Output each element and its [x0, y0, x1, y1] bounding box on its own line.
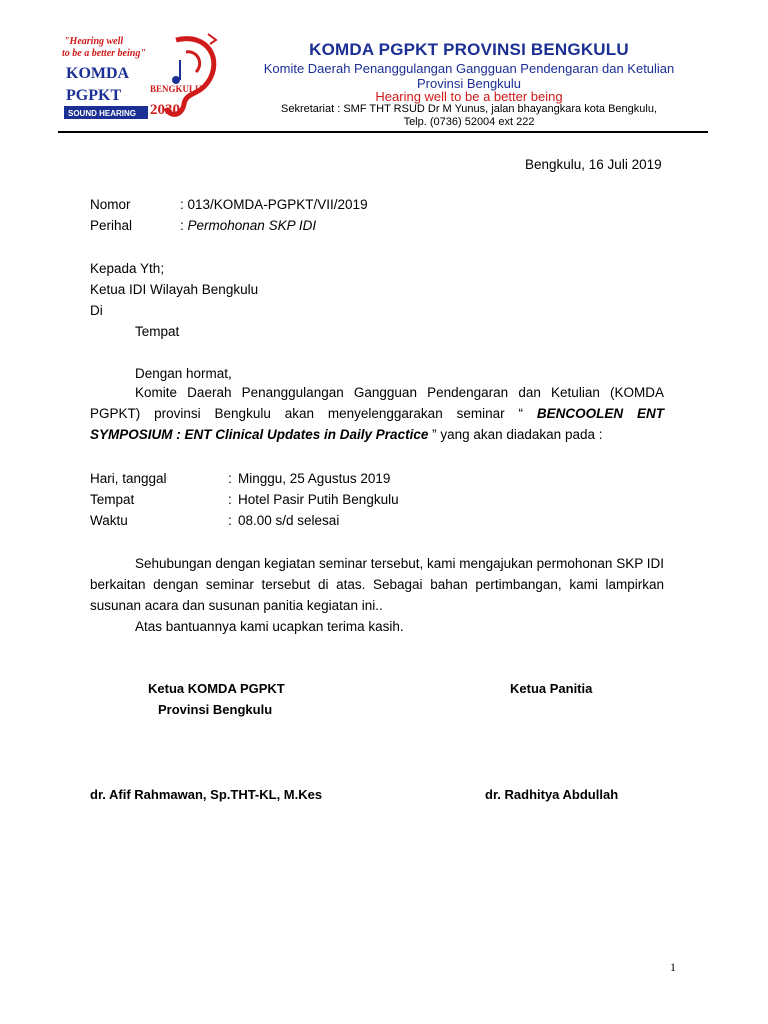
detail-place-label: Tempat: [90, 492, 135, 507]
org-address: [232, 103, 706, 129]
sign-right-title: Ketua Panitia: [510, 681, 593, 696]
event-name: BENCOOLEN ENT SYMPOSIUM : ENT Clinical Updates in Daily Practice: [90, 406, 664, 442]
nomor-label: Nomor: [90, 197, 131, 212]
greeting: Dengan hormat,: [135, 366, 232, 381]
para1-text-b: ” yang akan diadakan pada :: [428, 427, 603, 442]
org-full-name: [232, 61, 706, 91]
body-paragraph-2: Sehubungan dengan kegiatan seminar tersebut, kami mengajukan permohonan SKP IDI berkaitan dengan seminar tersebut di atas. Sebagai bahan pertimbangan, kami lampirkan susunan acara dan susunan panitia kegiatan ini..: [90, 556, 664, 613]
music-note-icon: [172, 76, 180, 84]
org-address-line2: Telp. (0736) 52004 ext 222: [403, 116, 535, 128]
page-number: 1: [670, 960, 676, 974]
body-paragraph-1: [90, 382, 664, 445]
logo-city: BENGKULU: [150, 84, 202, 94]
detail-date-value: Minggu, 25 Agustus 2019: [238, 471, 391, 486]
detail-place-value: Hotel Pasir Putih Bengkulu: [238, 492, 399, 507]
perihal-value: Permohonan SKP IDI: [187, 218, 317, 233]
perihal-row: [180, 218, 316, 233]
letterhead-divider: [58, 131, 708, 133]
detail-time-value: 08.00 s/d selesai: [238, 513, 340, 528]
org-address-line1: Sekretariat : SMF THT RSUD Dr M Yunus, jalan bhayangkara kota Bengkulu,: [280, 103, 657, 115]
org-full-name-line2: Provinsi Bengkulu: [416, 76, 522, 91]
body-paragraph-3: Atas bantuannya kami ucapkan terima kasih.: [135, 619, 404, 634]
logo-word-pgpkt: PGPKT: [66, 87, 122, 104]
detail-date-label: Hari, tanggal: [90, 471, 167, 486]
para1-text-a: Komite Daerah Penanggulangan Gangguan Pendengaran dan Ketulian (KOMDA PGPKT) provinsi Bengkulu akan menyelenggarakan seminar “: [90, 385, 664, 421]
logo-word-komda: KOMDA: [66, 65, 130, 82]
recipient-line1: Kepada Yth;: [90, 261, 165, 276]
logo-motto-line2: to be a better being": [62, 48, 146, 59]
sign-left-title-line1: Ketua KOMDA PGPKT: [148, 681, 285, 696]
sign-left-title-line2: Provinsi Bengkulu: [158, 702, 273, 717]
detail-place-colon: :: [228, 492, 232, 507]
detail-time-colon: :: [228, 513, 232, 528]
recipient-line2: Ketua IDI Wilayah Bengkulu: [90, 282, 259, 297]
logo-year: 2030: [150, 102, 180, 118]
recipient-line4: Tempat: [135, 324, 180, 339]
org-full-name-line1: Komite Daerah Penanggulangan Gangguan Pendengaran dan Ketulian: [263, 61, 675, 76]
sign-left-name: dr. Afif Rahmawan, Sp.THT-KL, M.Kes: [90, 787, 323, 802]
nomor-value: : 013/KOMDA-PGPKT/VII/2019: [180, 197, 368, 212]
logo-band-text: SOUND HEARING: [68, 109, 137, 118]
perihal-label: Perihal: [90, 218, 133, 233]
detail-time-label: Waktu: [90, 513, 128, 528]
logo-motto-line1: "Hearing well: [64, 36, 124, 47]
org-title: KOMDA PGPKT PROVINSI BENGKULU: [309, 40, 629, 59]
recipient-line3: Di: [90, 303, 103, 318]
org-motto: Hearing well to be a better being: [375, 89, 563, 104]
detail-date-colon: :: [228, 471, 232, 486]
perihal-colon: :: [180, 218, 188, 233]
sign-right-name: dr. Radhitya Abdullah: [485, 787, 619, 802]
komda-pgpkt-logo: [58, 30, 228, 125]
place-date: Bengkulu, 16 Juli 2019: [525, 157, 662, 172]
